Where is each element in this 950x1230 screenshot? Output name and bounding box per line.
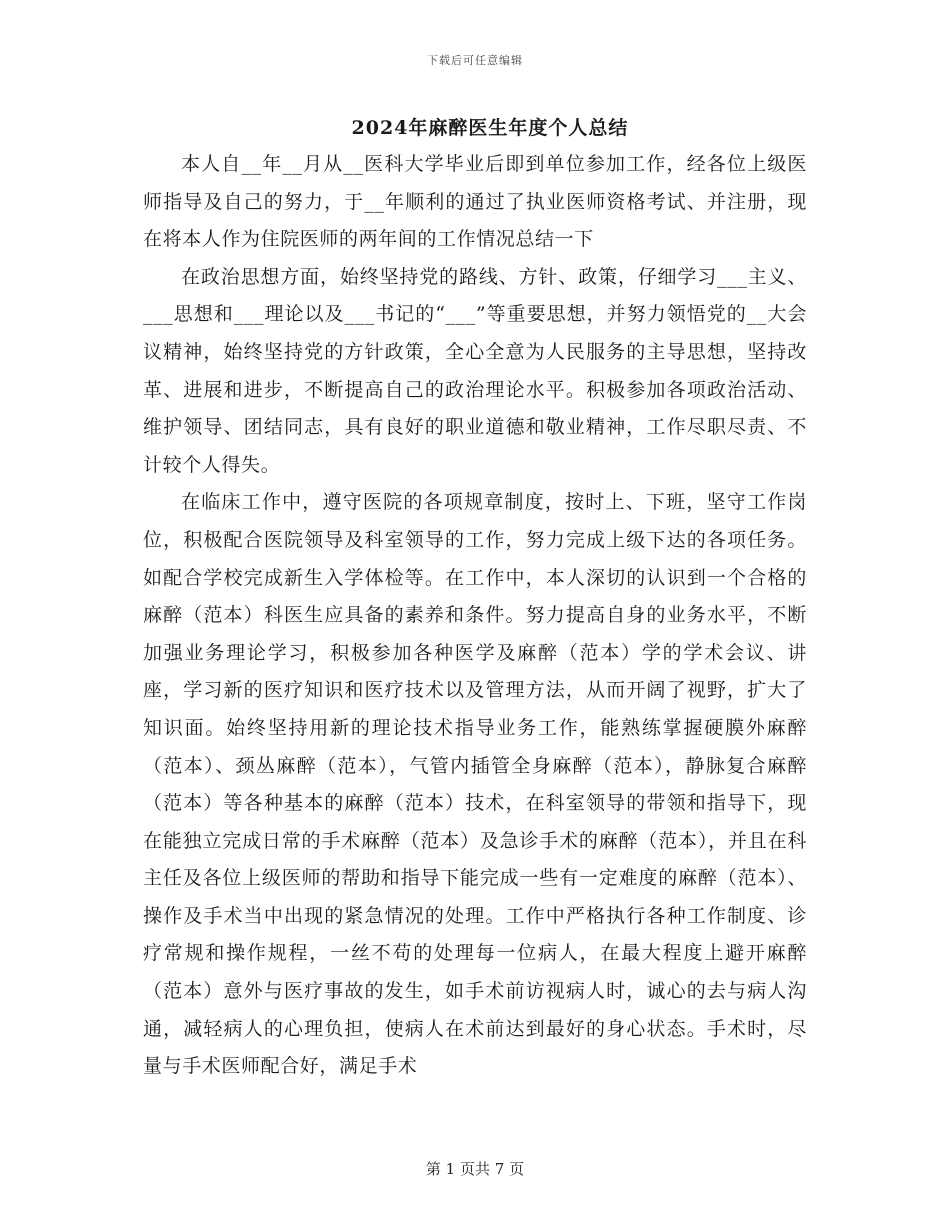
- header-note: 下载后可任意编辑: [427, 54, 523, 67]
- paragraph-clinical: 在临床工作中，遵守医院的各项规章制度，按时上、下班，坚守工作岗位，积极配合医院领导及科室领导的工作，努力完成上级下达的各项任务。如配合学校完成新生入学体检等。在工作中，本人深切的认识到一个合格的麻醉（范本）科医生应具备的素养和条件。努力提高自身的业务水平，不断加强业务理论学习，积极参加各种医学及麻醉（范本）学的学术会议、讲座，学习新的医疗知识和医疗技术以及管理方法，从而开阔了视野，扩大了知识面。始终坚持用新的理论技术指导业务工作，能熟练掌握硬膜外麻醉（范本）、颈丛麻醉（范本），气管内插管全身麻醉（范本），静脉复合麻醉（范本）等各种基本的麻醉（范本）技术，在科室领导的带领和指导下，现在能独立完成日常的手术麻醉（范本）及急诊手术的麻醉（范本），并且在科主任及各位上级医师的帮助和指导下能完成一些有一定难度的麻醉（范本）、操作及手术当中出现的紧急情况的处理。工作中严格执行各种工作制度、诊疗常规和操作规程，一丝不苟的处理每一位病人，在最大程度上避开麻醉（范本）意外与医疗事故的发生，如手术前访视病人时，诚心的去与病人沟通，减轻病人的心理负担，使病人在术前达到最好的身心状态。手术时，尽量与手术医师配合好，满足手术: [143, 491, 807, 1078]
- paragraph-political: 在政治思想方面，始终坚持党的路线、方针、政策，仔细学习___主义、___思想和___理论以及___书记的“___”等重要思想，并努力领悟党的__大会议精神，始终坚持党的方针政策，全心全意为人民服务的主导思想，坚持改革、进展和进步，不断提高自己的政治理论水平。积极参加各项政治活动、维护领导、团结同志，具有良好的职业道德和敬业精神，工作尽职尽责、不计较个人得失。: [143, 265, 807, 476]
- document-body: [143, 146, 807, 1086]
- paragraph-intro: 本人自__年__月从__医科大学毕业后即到单位参加工作，经各位上级医师指导及自己的努力，于__年顺利的通过了执业医师资格考试、并注册，现在将本人作为住院医师的两年间的工作情况总结一下: [143, 153, 807, 251]
- document-title: 2024年麻醉医生年度个人总结: [351, 117, 629, 139]
- page-number: 第 1 页共 7 页: [425, 1160, 525, 1178]
